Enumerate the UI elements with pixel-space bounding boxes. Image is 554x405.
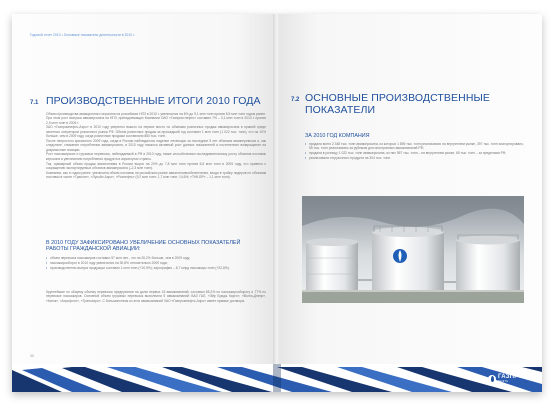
paragraph: После непростого кризисного 2009 года, когда в России наблюдалось падение летающих за последние 5 лет объемов авиаперевозок и, как следствие, снижение потребления авиакеросина, в 2010 году начался активный рост данных показателей и постепенное возвращение на докризисные позиции. xyxy=(46,138,266,152)
section-number-right: 7.2 xyxy=(291,97,300,103)
left-page xyxy=(12,14,275,392)
right-bullet-list xyxy=(305,142,527,162)
brand-name: ГАЗПРОМ xyxy=(498,374,529,380)
list-item: • объем перевозок пассажиров составил 57 млн чел., что на 26,2% больше, чем в 2009 году; xyxy=(46,256,266,260)
paragraph: Компания, как и годом ранее, увеличила объем поставок на российском рынке авиатопливообеспечения, входя в тройку лидеров по объемам поставок в числе «Транзит», «Лукойл-Аэро», «Роснефть» (9,2 млн тонн; 1,7 млн тонн; 14,6%; «ТНК-ВР» – 1,1 млн тонн). xyxy=(46,170,266,180)
list-item: • производственно-выпуск продукции составил 1 млн тонн (+10,9%); аэрография – 8,7 млрд пассажиро-тонн (+22,8%). xyxy=(46,266,266,270)
brochure-spread xyxy=(12,14,542,392)
paragraph: Так, суммарный объем продаж авиатоплива в России вырос на 20% до 7,8 млн тонн против 6,5 млн тонн в 2009 году, что привело к сокращению экспортируемых объемов авиакеросина (–2,3 млн тонн). xyxy=(46,161,266,170)
left-body-text xyxy=(46,112,266,180)
left-page-title: ПРОИЗВОДСТВЕННЫЕ ИТОГИ 2010 ГОДА xyxy=(46,95,261,107)
list-item: • продала в розницу 1 022 тыс. тонн авиакеросина, из них 957 тыс. тонн – на внутреннем рынке, 65 тыс. тонн – за пределами РФ; xyxy=(305,151,527,155)
blue-wave-band xyxy=(12,364,542,392)
left-subtitle: В 2010 ГОДУ ЗАФИКСИРОВАНО УВЕЛИЧЕНИЕ ОСНОВНЫХ ПОКАЗАТЕЛЕЙ РАБОТЫ ГРАЖДАНСКОЙ АВИАЦИИ: xyxy=(46,240,241,252)
list-item: • продала всего 2 348 тыс. тонн авиакеросина, из которых 1 895 тыс. тонн реализовано на внутреннем рынке, 397 тыс. тонн экспортировано, 55 тыс. тонн реализовано за рубежом для иностранных авиакомпаний РФ; xyxy=(305,142,527,151)
left-closing-text xyxy=(46,290,266,303)
list-item: • пассажирооборот в 2010 году увеличился на 30,8% относительно 2009 года; xyxy=(46,261,266,265)
paragraph: ЗАО «Газпромнефть-Аэро» в 2010 году уверенно вышло на первое место по объемам розничных продаж авиакеросина в прямой среде зачетных операторов розничного рынка РФ. Объем розничных продаж за прошедший год составил 1 млн тонн (1 022 тыс. тонн), что на 10% больше, чем в 2009 году, когда розничные продажи составляли 860 тыс. тонн. xyxy=(46,125,266,139)
gazprom-flame-logo-icon xyxy=(488,375,496,383)
brand-sub: НЕФТЬ xyxy=(498,380,509,383)
right-page-title: ОСНОВНЫЕ ПРОИЗВОДСТВЕННЫЕ ПОКАЗАТЕЛИ xyxy=(305,92,490,116)
running-head: Годовой отчет 2010 • Основные показатели деятельности в 2010 г. xyxy=(30,33,135,37)
brand-logo xyxy=(498,374,528,383)
right-page xyxy=(279,14,542,392)
list-item: • реализовала отгрузочного продукта на 304 тыс. тонн. xyxy=(305,156,527,160)
fuel-tanks-illustration xyxy=(302,196,524,303)
right-subtitle: ЗА 2010 ГОД КОМПАНИЯ xyxy=(305,133,370,139)
fuel-tanks-photo xyxy=(302,196,524,303)
page-number: 30 xyxy=(30,354,34,358)
left-bullet-list xyxy=(46,256,266,271)
paragraph: Объем производства авиационного керосина на российских НПЗ в 2010 г. увеличился на 6% до 9,1 млн тонн против 8,5 млн тонн годом ранее. При этом рост выпуска авиакеросина на НПЗ, принадлежащих Компании ОАО «Газпром нефть» составил 7% – 3,1 млн тонн в 2010 г. против 2,9 млн тонн в 2009 г. xyxy=(46,112,266,125)
paragraph: Рост пассажирских и грузовых перевозок, наблюдаемый в РФ в 2010 году, также способствовал последовательному росту объемов поставок керосина и увеличению потребления продукта в аэропортах страны. xyxy=(46,152,266,161)
section-number-left: 7.1 xyxy=(30,100,39,106)
paragraph: Крупнейшие по общему объему перевозок предприятия на долю первых 15 авиакомпаний, составил 85,2% по пассажирообороту и 77% по перевозке пассажиров. Основной объем грузовых перевозок выполнили 5 авиакомпаний: ВАЗ ГАЛ, «Эйр Бридж Карго», «Волга-Днепр», «Катэк», «Аэрофлот», «Трансаэро». С большинством из этих авиакомпаний ЗАО «Газпромнефть-Аэро» имеет прямые договоры. xyxy=(46,290,266,303)
